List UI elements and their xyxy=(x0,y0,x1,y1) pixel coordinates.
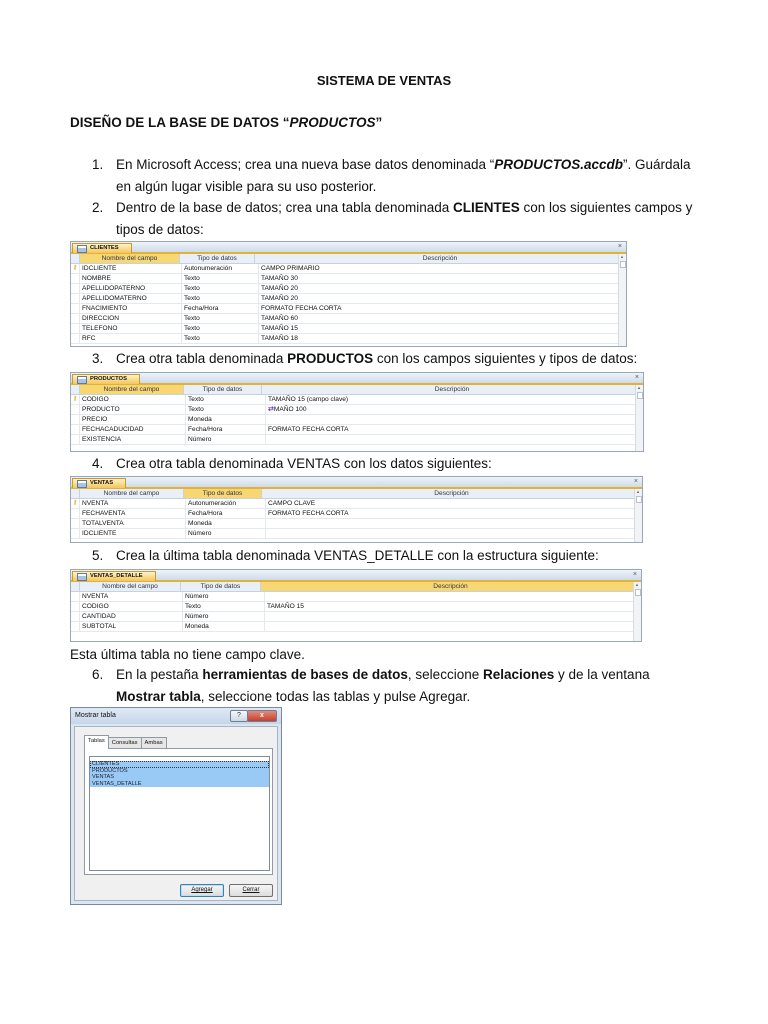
row-selector[interactable] xyxy=(71,592,80,601)
step-5 xyxy=(92,545,702,567)
grid-header xyxy=(71,385,643,395)
dialog-title-bar xyxy=(71,708,281,724)
data-type-cell[interactable]: Texto xyxy=(182,334,259,343)
data-type-cell[interactable]: Texto xyxy=(183,602,265,611)
table-tab-label: CLIENTES xyxy=(90,245,119,251)
step-number: 5. xyxy=(92,548,104,563)
row-selector[interactable] xyxy=(71,324,80,333)
field-name-cell[interactable]: APELLIDOPATERNO xyxy=(80,284,182,293)
heading-suffix: ” xyxy=(375,115,383,130)
description-cell[interactable] xyxy=(265,612,641,621)
ventas-table-design xyxy=(70,476,643,543)
list-item[interactable]: VENTAS_DETALLE xyxy=(90,781,269,788)
table-row[interactable] xyxy=(71,284,626,294)
data-type-cell[interactable]: Texto xyxy=(182,284,259,293)
step-text: Crea otra tabla denominada VENTAS con los datos siguientes: xyxy=(116,456,492,471)
step-text: Crea la última tabla denominada VENTAS_DETALLE con la estructura siguiente: xyxy=(116,548,599,563)
field-name-cell[interactable]: EXISTENCIA xyxy=(80,435,186,444)
description-cell[interactable]: TAMAÑO 18 xyxy=(259,334,626,343)
step-text-part: Dentro de la base de datos; crea una tabla denominada xyxy=(116,200,453,215)
row-selector[interactable] xyxy=(71,425,80,434)
data-type-cell[interactable]: Número xyxy=(186,435,266,444)
field-name-cell[interactable]: CODIGO xyxy=(80,602,183,611)
col-header-type: Tipo de datos xyxy=(184,385,262,394)
data-type-cell[interactable]: Moneda xyxy=(186,519,266,528)
row-selector[interactable] xyxy=(71,519,80,528)
list-item[interactable]: PRODUCTOS xyxy=(90,768,269,775)
vertical-scrollbar[interactable] xyxy=(635,385,643,451)
field-name-cell[interactable]: CODIGO xyxy=(80,395,186,404)
table-row[interactable] xyxy=(71,405,643,415)
ventas-detalle-table-design xyxy=(70,569,642,642)
table-tab-label: VENTAS xyxy=(90,480,114,486)
grid-header xyxy=(71,254,626,264)
tab-consultas[interactable]: Consultas xyxy=(108,737,142,748)
field-name-cell[interactable]: NOMBRE xyxy=(80,274,182,283)
row-selector[interactable] xyxy=(71,529,80,538)
description-cell[interactable]: TAMAÑO 60 xyxy=(259,314,626,323)
data-type-cell[interactable]: Texto xyxy=(182,314,259,323)
field-name-cell[interactable]: PRODUCTO xyxy=(80,405,186,414)
col-header-desc: Descripción xyxy=(262,489,642,498)
row-selector[interactable] xyxy=(71,405,80,414)
data-type-cell[interactable]: Fecha/Hora xyxy=(182,304,259,313)
table-icon xyxy=(77,245,87,253)
description-cell[interactable]: FORMATO FECHA CORTA xyxy=(266,425,643,434)
field-name-cell[interactable]: FECHACADUCIDAD xyxy=(80,425,186,434)
vertical-scrollbar[interactable] xyxy=(618,254,626,346)
table-tab-label: VENTAS_DETALLE xyxy=(90,573,143,579)
vertical-scrollbar[interactable] xyxy=(634,489,642,542)
description-cell[interactable]: TAMAÑO 15 xyxy=(259,324,626,333)
productos-table-design xyxy=(70,372,644,452)
primary-key-icon: ⚷ xyxy=(71,264,80,273)
step-text-part: , seleccione todas las tablas y pulse Agregar. xyxy=(200,689,471,704)
step-text-part: Crea otra tabla denominada xyxy=(116,351,288,366)
tab-panel xyxy=(84,748,273,875)
description-cell[interactable]: CAMPO PRIMARIO xyxy=(259,264,626,273)
data-type-cell[interactable]: Autonumeración xyxy=(186,499,266,508)
col-header-field: Nombre del campo xyxy=(80,582,181,591)
table-row[interactable] xyxy=(71,395,643,405)
help-button[interactable]: ? xyxy=(230,710,248,722)
dialog-tabs xyxy=(84,735,166,749)
row-selector[interactable] xyxy=(71,294,80,303)
list-item[interactable]: CLIENTES xyxy=(90,761,269,768)
close-button-label: Cerrar xyxy=(242,887,260,893)
table-row[interactable] xyxy=(71,415,643,425)
dialog-title: Mostrar tabla xyxy=(75,712,116,719)
col-header-desc: Descripción xyxy=(261,582,641,591)
row-selector[interactable] xyxy=(71,314,80,323)
col-header-desc: Descripción xyxy=(255,254,626,263)
row-selector[interactable] xyxy=(71,612,80,621)
tab-bar xyxy=(71,242,626,254)
grid-rows xyxy=(71,499,642,539)
close-icon[interactable]: × xyxy=(634,374,639,381)
close-button[interactable] xyxy=(229,884,273,897)
description-cell[interactable] xyxy=(266,435,643,444)
step-bold: Mostrar tabla xyxy=(116,689,201,704)
smart-tag-icon[interactable]: ⇄ xyxy=(268,406,274,413)
add-button-label: Agregar xyxy=(191,887,213,893)
field-name-cell[interactable]: NVENTA xyxy=(80,499,186,508)
heading-prefix: DISEÑO DE LA BASE DE DATOS “ xyxy=(70,115,290,130)
step-bold: herramientas de bases de datos xyxy=(202,667,408,682)
primary-key-icon: ⚷ xyxy=(71,395,80,404)
data-type-cell[interactable]: Texto xyxy=(182,274,259,283)
row-selector[interactable] xyxy=(71,334,80,343)
dialog-body xyxy=(74,726,278,901)
description-cell[interactable]: TAMAÑO 30 xyxy=(259,274,626,283)
field-name-cell[interactable]: FNACIMIENTO xyxy=(80,304,182,313)
table-row[interactable] xyxy=(71,509,642,519)
row-selector[interactable] xyxy=(71,602,80,611)
table-tab[interactable] xyxy=(72,571,156,581)
step-number: 4. xyxy=(92,456,104,471)
close-icon[interactable]: × xyxy=(617,243,622,250)
row-selector[interactable] xyxy=(71,284,80,293)
table-icon xyxy=(77,376,87,384)
table-row[interactable] xyxy=(71,622,641,632)
table-tab[interactable] xyxy=(72,243,132,253)
step-text-part: y de la ventana xyxy=(554,667,650,682)
step-text xyxy=(116,154,702,198)
row-selector-header xyxy=(71,582,80,591)
row-selector-header xyxy=(71,254,80,263)
col-header-field: Nombre del campo xyxy=(80,489,184,498)
step-text-part: En la pestaña xyxy=(116,667,203,682)
document-title: SISTEMA DE VENTAS xyxy=(316,73,452,88)
table-row[interactable] xyxy=(71,529,642,539)
vertical-scrollbar[interactable] xyxy=(633,582,641,641)
description-cell[interactable] xyxy=(265,592,641,601)
step-number: 2. xyxy=(92,200,104,215)
row-selector[interactable] xyxy=(71,274,80,283)
table-row[interactable] xyxy=(71,435,643,445)
grid-rows xyxy=(71,264,626,344)
step-number: 1. xyxy=(92,157,104,172)
section-heading xyxy=(70,115,382,130)
data-type-cell[interactable]: Número xyxy=(183,592,265,601)
table-tab[interactable] xyxy=(72,478,126,488)
primary-key-icon: ⚷ xyxy=(71,499,80,508)
row-selector[interactable] xyxy=(71,509,80,518)
step-number: 3. xyxy=(92,351,104,366)
data-type-cell[interactable]: Texto xyxy=(186,405,266,414)
description-cell[interactable]: TAMAÑO 20 xyxy=(259,284,626,293)
table-tab[interactable] xyxy=(72,374,140,384)
grid-header xyxy=(71,489,642,499)
field-name-cell[interactable]: TOTALVENTA xyxy=(80,519,186,528)
data-type-cell[interactable]: Texto xyxy=(182,324,259,333)
description-cell[interactable] xyxy=(266,519,642,528)
step-3 xyxy=(92,348,702,370)
step-text xyxy=(116,197,702,241)
step-number: 6. xyxy=(92,667,104,682)
step-text-part: ”. Guárdala en algún lugar visible para su uso posterior. xyxy=(116,157,691,194)
field-name-cell[interactable]: PRECIO xyxy=(80,415,186,424)
table-row[interactable] xyxy=(71,294,626,304)
step-bold: Relaciones xyxy=(482,667,555,682)
description-cell[interactable] xyxy=(266,529,642,538)
step-2 xyxy=(92,197,702,241)
data-type-cell[interactable]: Número xyxy=(183,612,265,621)
list-item[interactable]: VENTAS xyxy=(90,774,269,781)
data-type-cell[interactable]: Moneda xyxy=(186,415,266,424)
table-row[interactable] xyxy=(71,499,642,509)
grid-header xyxy=(71,582,641,592)
data-type-cell[interactable]: Texto xyxy=(182,294,259,303)
close-icon[interactable]: × xyxy=(632,571,637,578)
step-text-part: con los siguientes campos y tipos de datos: xyxy=(116,200,693,237)
step-6 xyxy=(92,664,702,708)
data-type-cell[interactable]: Fecha/Hora xyxy=(186,425,266,434)
step-text-part: En Microsoft Access; crea una nueva base datos denominada “ xyxy=(116,157,495,172)
col-header-field: Nombre del campo xyxy=(80,254,180,263)
clientes-table-design xyxy=(70,241,627,347)
table-row[interactable] xyxy=(71,314,626,324)
tab-ambas[interactable]: Ambas xyxy=(141,737,167,748)
step-text xyxy=(116,664,702,708)
table-row[interactable] xyxy=(71,592,641,602)
step-text xyxy=(116,348,702,370)
data-type-cell[interactable]: Fecha/Hora xyxy=(186,509,266,518)
close-icon[interactable]: × xyxy=(633,478,638,485)
col-header-type: Tipo de datos xyxy=(184,489,262,498)
tables-listbox[interactable] xyxy=(89,756,270,871)
description-cell[interactable]: TAMAÑO 20 xyxy=(259,294,626,303)
field-name-cell[interactable]: FECHAVENTA xyxy=(80,509,186,518)
step-db-filename: PRODUCTOS.accdb xyxy=(494,157,623,172)
table-row[interactable] xyxy=(71,334,626,344)
field-name-cell[interactable]: IDCLIENTE xyxy=(80,264,182,273)
row-selector[interactable] xyxy=(71,435,80,444)
data-type-cell[interactable]: Número xyxy=(186,529,266,538)
step-1 xyxy=(92,154,702,198)
field-name-cell[interactable]: SUBTOTAL xyxy=(80,622,183,631)
field-name-cell[interactable]: CANTIDAD xyxy=(80,612,183,621)
table-row[interactable] xyxy=(71,425,643,435)
step-bold: PRODUCTOS xyxy=(287,351,374,366)
field-name-cell[interactable]: NVENTA xyxy=(80,592,183,601)
table-icon xyxy=(77,480,87,488)
description-cell[interactable]: FORMATO FECHA CORTA xyxy=(266,509,642,518)
table-row[interactable] xyxy=(71,304,626,314)
close-dialog-button[interactable]: x xyxy=(247,710,277,722)
dialog-buttons xyxy=(180,884,273,897)
data-type-cell[interactable]: Autonumeración xyxy=(182,264,259,273)
field-name-cell[interactable]: IDCLIENTE xyxy=(80,529,186,538)
table-tab-label: PRODUCTOS xyxy=(90,376,127,382)
col-header-type: Tipo de datos xyxy=(181,582,261,591)
description-cell[interactable]: ⇄MAÑO 100 xyxy=(266,405,643,414)
step-bold: CLIENTES xyxy=(453,200,520,215)
table-row[interactable] xyxy=(71,602,641,612)
col-header-type: Tipo de datos xyxy=(180,254,255,263)
row-selector-header xyxy=(71,385,80,394)
add-button[interactable] xyxy=(180,884,224,897)
data-type-cell[interactable]: Moneda xyxy=(183,622,265,631)
data-type-cell[interactable]: Texto xyxy=(186,395,266,404)
description-cell[interactable]: FORMATO FECHA CORTA xyxy=(259,304,626,313)
row-selector[interactable] xyxy=(71,415,80,424)
table-row[interactable] xyxy=(71,324,626,334)
tab-bar xyxy=(71,477,642,489)
description-cell[interactable] xyxy=(266,415,643,424)
grid-rows xyxy=(71,395,643,445)
description-cell[interactable]: TAMAÑO 15 xyxy=(265,602,641,611)
col-header-field: Nombre del campo xyxy=(80,385,184,394)
table-row[interactable] xyxy=(71,274,626,284)
row-selector[interactable] xyxy=(71,622,80,631)
row-selector[interactable] xyxy=(71,304,80,313)
table-row[interactable] xyxy=(71,264,626,274)
step-text-part: con los campos siguientes y tipos de datos: xyxy=(373,351,638,366)
description-cell[interactable]: CAMPO CLAVE xyxy=(266,499,642,508)
field-name-cell[interactable]: TELEFONO xyxy=(80,324,182,333)
step-text-part: , seleccione xyxy=(407,667,483,682)
heading-db-name: PRODUCTOS xyxy=(289,115,376,130)
field-name-cell[interactable]: DIRECCION xyxy=(80,314,182,323)
tab-bar xyxy=(71,373,643,385)
show-table-dialog xyxy=(70,707,282,905)
field-name-cell[interactable]: RFC xyxy=(80,334,182,343)
description-cell[interactable]: TAMAÑO 15 (campo clave) xyxy=(266,395,643,404)
step-4 xyxy=(92,453,702,475)
table-row[interactable] xyxy=(71,612,641,622)
table-icon xyxy=(77,573,87,581)
grid-rows xyxy=(71,592,641,632)
table-row[interactable] xyxy=(71,519,642,529)
tab-tablas[interactable]: Tablas xyxy=(84,735,109,749)
tab-bar xyxy=(71,570,641,582)
field-name-cell[interactable]: APELLIDOMATERNO xyxy=(80,294,182,303)
col-header-desc: Descripción xyxy=(262,385,643,394)
row-selector-header xyxy=(71,489,80,498)
description-cell[interactable] xyxy=(265,622,641,631)
no-key-note: Esta última tabla no tiene campo clave. xyxy=(70,647,305,662)
